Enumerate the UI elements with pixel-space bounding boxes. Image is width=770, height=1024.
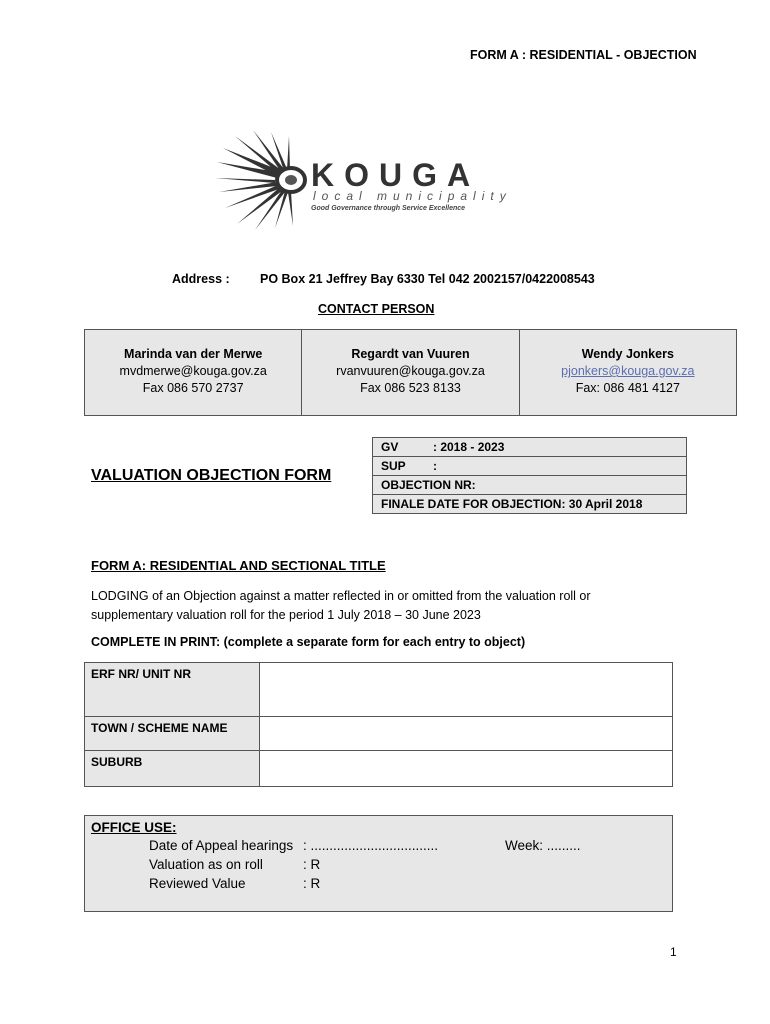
- gv-value: : 2018 - 2023: [433, 440, 505, 454]
- contact-name: Regardt van Vuuren: [351, 347, 470, 361]
- contact-name: Wendy Jonkers: [581, 347, 674, 361]
- office-use-title: OFFICE USE:: [91, 820, 177, 835]
- roll-label: Valuation as on roll: [149, 857, 263, 872]
- contact-fax: Fax 086 570 2737: [142, 381, 244, 395]
- erf-label: ERF NR/ UNIT NR: [85, 663, 260, 717]
- appeal-label: Date of Appeal hearings: [149, 838, 294, 853]
- suburb-input[interactable]: [260, 751, 673, 787]
- gv-info-box: [372, 437, 687, 514]
- contact-cell: [85, 330, 302, 416]
- complete-in-print-text: COMPLETE IN PRINT: (complete a separate form for each entry to object): [91, 635, 526, 649]
- erf-input[interactable]: [260, 663, 673, 717]
- property-fields-table: [84, 662, 673, 787]
- address-value: PO Box 21 Jeffrey Bay 6330 Tel 042 2002157/0422008543: [260, 272, 595, 286]
- form-header-title: FORM A : RESIDENTIAL - OBJECTION: [470, 48, 697, 62]
- objection-nr-row[interactable]: OBJECTION NR:: [373, 476, 687, 495]
- sup-label: SUP: [381, 459, 406, 473]
- town-label: TOWN / SCHEME NAME: [85, 717, 260, 751]
- contacts-table: [84, 329, 737, 416]
- contact-email-link[interactable]: pjonkers@kouga.gov.za: [561, 364, 695, 378]
- lodging-text: LODGING of an Objection against a matter reflected in or omitted from the valuation roll or supplementary valuation roll for the period 1 July 2018 – 30 June 2023: [91, 589, 591, 622]
- logo-subtitle: local municipality: [313, 189, 512, 203]
- page-number: 1: [670, 945, 677, 959]
- sunburst-icon: [215, 130, 565, 230]
- week-field[interactable]: Week: .........: [505, 838, 581, 853]
- gv-row: [373, 438, 687, 457]
- address-label: Address :: [172, 272, 230, 286]
- reviewed-value[interactable]: : R: [303, 876, 321, 891]
- kouga-logo: [215, 130, 565, 230]
- contact-person-heading: CONTACT PERSON: [318, 302, 435, 316]
- contact-fax: Fax 086 523 8133: [360, 381, 461, 395]
- reviewed-label: Reviewed Value: [149, 876, 246, 891]
- contact-cell: [519, 330, 736, 416]
- roll-value[interactable]: : R: [303, 857, 321, 872]
- valuation-objection-form-title: VALUATION OBJECTION FORM: [91, 467, 332, 484]
- logo-name: KOUGA: [311, 157, 481, 193]
- contact-email[interactable]: rvanvuuren@kouga.gov.za: [336, 364, 485, 378]
- town-input[interactable]: [260, 717, 673, 751]
- finale-date-row: FINALE DATE FOR OBJECTION: 30 April 2018: [373, 495, 687, 514]
- logo-tagline: Good Governance through Service Excellence: [311, 205, 466, 212]
- contact-email[interactable]: mvdmerwe@kouga.gov.za: [119, 364, 267, 378]
- gv-label: GV: [381, 440, 399, 454]
- suburb-label: SUBURB: [85, 751, 260, 787]
- contact-fax: Fax: 086 481 4127: [575, 381, 680, 395]
- appeal-value[interactable]: : ..................................: [303, 838, 439, 853]
- sup-row: [373, 457, 687, 476]
- contact-cell: [302, 330, 519, 416]
- office-use-box: [84, 815, 673, 912]
- contact-name: Marinda van der Merwe: [124, 347, 263, 361]
- section-title: FORM A: RESIDENTIAL AND SECTIONAL TITLE: [91, 558, 386, 573]
- sup-value: :: [433, 459, 437, 473]
